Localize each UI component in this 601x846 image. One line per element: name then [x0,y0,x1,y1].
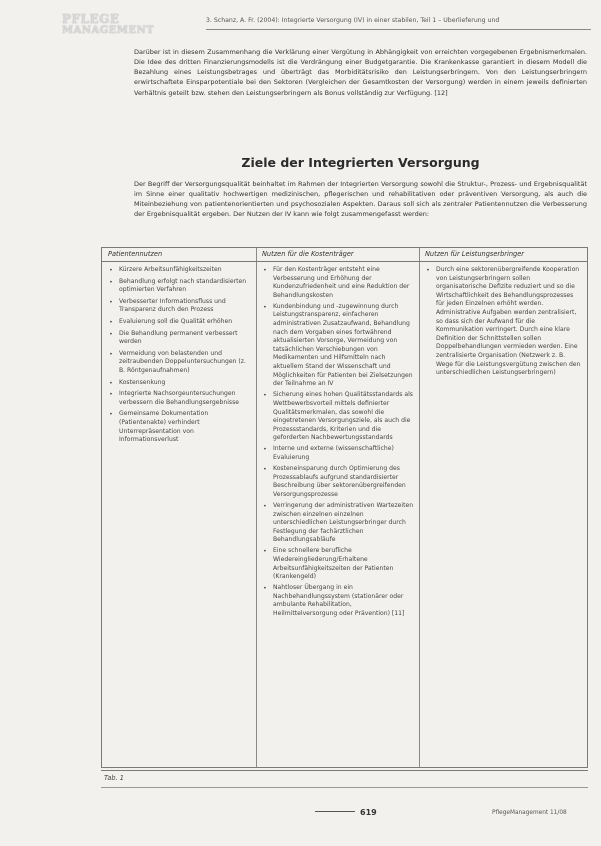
list-item: • Verringerung der administrativen Wartezeiten zwischen einzelnen einzelnen unterschiedlichen Leistungserbringer durch Festlegung der fachärztlichen Behandlungsabläufe [262,502,414,545]
logo-line-1: PFLEGE [62,12,120,26]
list-item: • Vermeidung von belastenden und zeitraubenden Doppeluntersuchungen (z. B. Röntgenaufnahmen) [108,350,251,376]
list-item: • Interne und externe (wissenschaftliche) Evaluierung [262,445,414,462]
list-item: • Die Behandlung permanent verbessert werden [108,330,251,347]
list-item: • Gemeinsame Dokumentation (Patientenakte) verhindert Unterrepräsentation von Informationsverlust [108,410,251,444]
list-item: • Kostensenkung [108,379,251,388]
list-item: • Durch eine sektorenübergreifende Kooperation von Leistungserbringern sollen organisatorische Defizite reduziert und so die Wirtschaftlichkeit des Behandlungsprozesses für jeden Einzelnen erhöht werden. Administrative Aufgaben werden zentralisiert, so dass sich der Aufwand für die Kommunikation verringert. Durch eine klare Definition der Schnittstellen sollen Doppelbehandlungen vermieden werden. Eine zentralisierte Organisation (Netzwerk z. B. Wege für die Leistungsvergütung zwischen den unterschiedlichen Leistungserbringern) [425,266,582,378]
running-head: 3. Schanz, A. Fr. (2004): Integrierte Versorgung (IV) in einer stabilen, Teil 1 – Überlieferung und [206,17,500,24]
list-item: • Eine schnellere berufliche Wiedereingliederung/Erhaltene Arbeitsunfähigkeitszeiten der Patienten (Krankengeld) [262,547,414,581]
list-item: • Kosteneinsparung durch Optimierung des Prozessablaufs aufgrund standardisierter Beschreibung über sektorenübergreifenden Versorgungsprozesse [262,465,414,499]
item-list [102,262,256,445]
header-rule [206,29,591,30]
section-title: Ziele der Integrierten Versorgung [241,155,480,170]
column-header: Nutzen für die Kostenträger [256,248,419,262]
column-header: Nutzen für Leistungserbringer [419,248,587,262]
list-item: • Sicherung eines hohen Qualitätsstandards als Wettbewerbsvorteil mittels definierter Qualitätsmerkmalen, das sowohl die eingetretenen Versorgungsziele, als auch die Prozessstandards, Kriterien und die geforderten Nachbewertungsstandards [262,391,414,443]
body-paragraph: Der Begriff der Versorgungsqualität beinhaltet im Rahmen der Integrierten Versorgung sowohl die Struktur-, Prozess- und Ergebnisqualität im Sinne einer qualitativ hochwertigen medizinischen, pflegerischen und rehabilitativen oder präventiven Versorgung, als auch die Miteinbeziehung von patientenorientierten und psychosozialen Aspekten. Daraus soll sich als zentraler Patientennutzen die Verbesserung der Ergebnisqualität ergeben. Der Nutzen der IV kann wie folgt zusammengefasst werden: [134,179,587,219]
list-item: • Kundenbindung und -zugewinnung durch Leistungstransparenz, einfacheren administrativen Zusatzaufwand, Behandlung nach dem Vorgaben eines fortwährend aktualisierten Vorsorge, Vermeidung von tatsächlichen Verschiebungen von Medikamenten und Hilfsmitteln nach aktuellem Stand der Wissenschaft und Möglichkeiten für Patienten bei Zielsetzungen der Teilnahme an IV [262,303,414,389]
page-number-rule [315,811,355,812]
journal-issue: PflegeManagement 11/08 [492,810,567,816]
list-item: • Verbesserter Informationsfluss und Transparenz durch den Prozess [108,298,251,315]
list-item: • Evaluierung soll die Qualität erhöhen [108,318,251,327]
table-caption: Tab. 1 [101,770,588,784]
table-column-payers [256,248,420,767]
list-item: • Integrierte Nachsorgeuntersuchungen verbessern die Behandlungsergebnisse [108,390,251,407]
journal-logo [62,12,155,39]
logo-line-2: MANAGEMENT [62,25,155,36]
list-item: • Nahtloser Übergang in ein Nachbehandlungssystem (stationärer oder ambulante Rehabilitation, Heilmittelversorgung oder Prävention) [11] [262,584,414,618]
column-header: Patientennutzen [102,248,256,262]
list-item: • Für den Kostenträger entsteht eine Verbesserung und Erhöhung der Kundenzufriedenheit und eine Reduktion der Behandlungskosten [262,266,414,300]
benefits-table [101,247,588,768]
item-list [419,262,587,378]
page-number: 619 [360,808,377,817]
table-column-patient [102,248,257,767]
list-item: • Behandlung erfolgt nach standardisierten optimierten Verfahren [108,278,251,295]
table-column-providers [419,248,587,767]
list-item: • Kürzere Arbeitsunfähigkeitszeiten [108,266,251,275]
footer-rule [101,787,588,788]
intro-paragraph: Darüber ist in diesem Zusammenhang die Verklärung einer Vergütung in Abhängigkeit von erreichten vorgegebenen Ergebnismerkmalen. Die Idee des dritten Finanzierungsmodells ist die Verdrängung einer Budgetgarantie. Die Krankenkasse garantiert in diesem Modell die Bezahlung eines Leistungsbetrages und überträgt das Morbiditätsrisiko den Leistungserbringern. Von den Leistungserbringern erwirtschaftete Einsparpotentiale bei den Sektoren (Vergleichen der Gesamtkosten der Versorgung) werden in einem jeweils definierten Verhältnis geteilt bzw. stehen den Leistungserbringern als Bonus vollständig zur Verfügung. [12] [134,47,587,97]
item-list [256,262,419,619]
